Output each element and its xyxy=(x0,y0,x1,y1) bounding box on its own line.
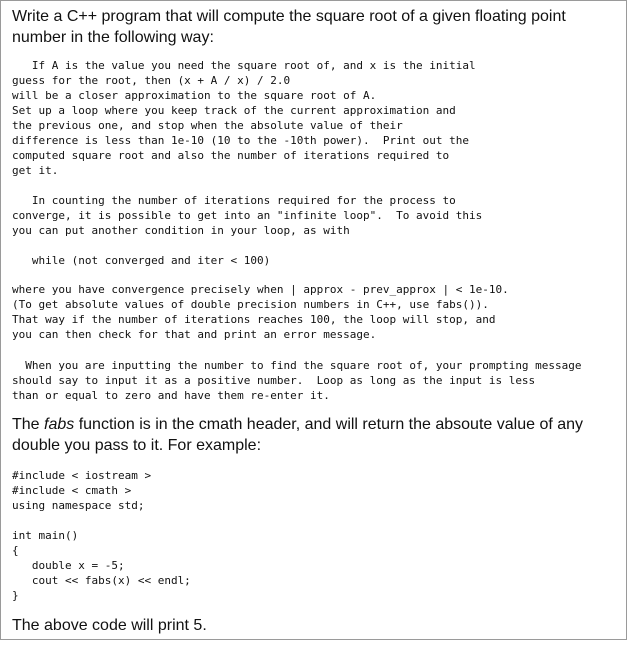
text-line: Set up a loop where you keep track of the current approximation and xyxy=(12,104,456,117)
code-main xyxy=(12,528,191,603)
code-line: #include < cmath > xyxy=(12,484,132,497)
text-line: converge, it is possible to get into an "infinite loop". To avoid this xyxy=(12,209,483,222)
fabs-paragraph xyxy=(12,414,583,456)
code-line: cout << fabs(x) << endl; xyxy=(12,574,191,587)
input-prompt-block xyxy=(12,358,582,403)
text-line: get it. xyxy=(12,164,59,177)
formula-block xyxy=(12,58,476,178)
code-line: } xyxy=(12,589,19,602)
text-line: you can put another condition in your loop, as with xyxy=(12,224,350,237)
code-line: #include < iostream > xyxy=(12,469,152,482)
text-line: guess for the root, then (x + A / x) / 2.0 xyxy=(12,74,291,87)
text-line: you can then check for that and print an error message. xyxy=(12,328,377,341)
code-includes xyxy=(12,468,151,513)
code-line: { xyxy=(12,544,19,557)
text-line: In counting the number of iterations required for the process to xyxy=(12,194,456,207)
text-line: will be a closer approximation to the square root of A. xyxy=(12,89,377,102)
heading-line-2: number in the following way: xyxy=(12,29,214,46)
fabs-line-1: The fabs function is in the cmath header, and will return the absoute value of any xyxy=(12,416,584,433)
code-line: using namespace std; xyxy=(12,499,145,512)
text-line: should say to input it as a positive number. Loop as long as the input is less xyxy=(12,374,536,387)
code-line: double x = -5; xyxy=(12,559,125,572)
text-line: difference is less than 1e-10 (10 to the -10th power). Print out the xyxy=(12,134,469,147)
heading-paragraph xyxy=(12,6,566,48)
fabs-line-2: double you pass to it. For example: xyxy=(12,437,262,454)
text-line: When you are inputting the number to find the square root of, your prompting message xyxy=(12,359,582,372)
text-line: computed square root and also the number of iterations required to xyxy=(12,149,450,162)
text-line: where you have convergence precisely when | approx - prev_approx | < 1e-10. xyxy=(12,283,509,296)
convergence-block xyxy=(12,282,509,342)
while-condition-block xyxy=(12,253,270,268)
code-line: int main() xyxy=(12,529,79,542)
closing-line: The above code will print 5. xyxy=(12,617,207,634)
text-line: If A is the value you need the square root of, and x is the initial xyxy=(12,59,476,72)
heading-line-1: Write a C++ program that will compute the square root of a given floating point xyxy=(12,8,566,25)
code-line: while (not converged and iter < 100) xyxy=(12,254,271,267)
text-line: the previous one, and stop when the absolute value of their xyxy=(12,119,403,132)
fabs-function-name: fabs xyxy=(44,416,75,433)
text-line: That way if the number of iterations reaches 100, the loop will stop, and xyxy=(12,313,496,326)
iterations-block xyxy=(12,193,482,238)
text-line: (To get absolute values of double precision numbers in C++, use fabs()). xyxy=(12,298,489,311)
text-line: than or equal to zero and have them re-enter it. xyxy=(12,389,330,402)
